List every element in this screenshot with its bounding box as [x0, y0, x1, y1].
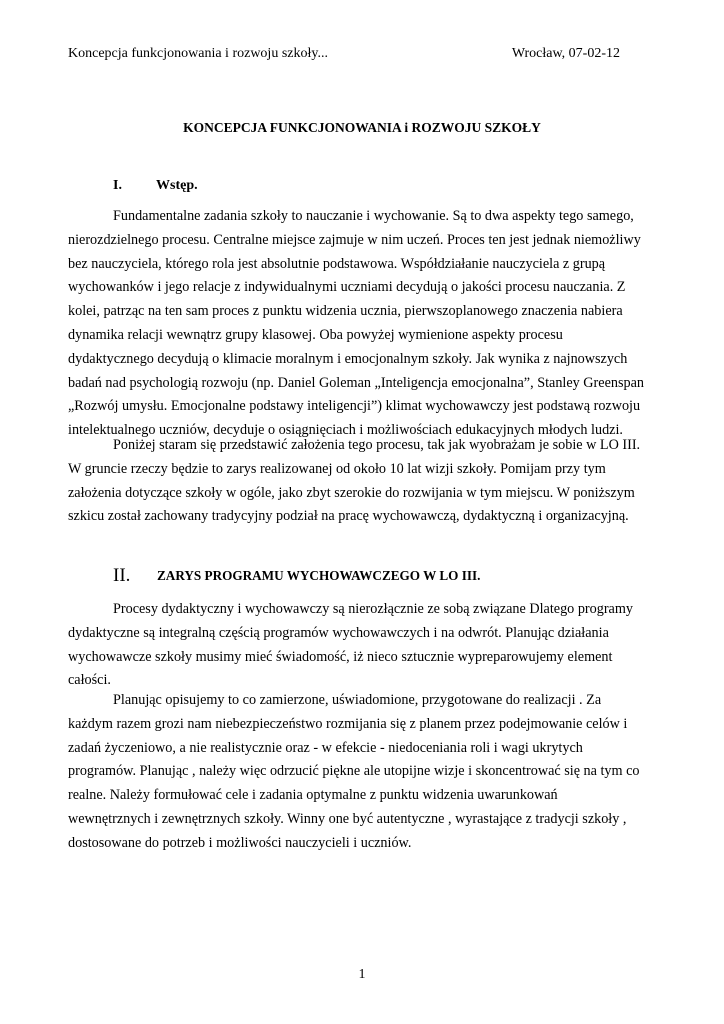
paragraph-line: dydaktyczne są integralną częścią programów wychowawczych i na odwrót. Planując działania — [68, 624, 609, 641]
paragraph-line: Fundamentalne zadania szkoły to nauczanie i wychowanie. Są to dwa aspekty tego samego, — [113, 208, 634, 224]
paragraph-line: programów. Planując , należy więc odrzucić piękne ale utopijne wizje i skoncentrować się na tym co — [68, 763, 640, 780]
paragraph-line: wychowawcze szkoły musimy mieć świadomość, iż nieco sztucznie wypreparowujemy element — [68, 648, 613, 665]
paragraph-line: „Rozwój umysłu. Emocjonalne podstawy inteligencji”) klimat wychowawczy jest podstawą rozwoju — [68, 398, 641, 415]
page-number: 1 — [358, 967, 366, 982]
paragraph-line: Poniżej staram się przedstawić założenia tego procesu, tak jak wyobrażam je sobie w LO III. — [113, 437, 641, 453]
document-title: KONCEPCJA FUNKCJONOWANIA i ROZWOJU SZKOŁY — [183, 120, 541, 135]
section-2-paragraph-2 — [68, 689, 640, 856]
paragraph-line: bez nauczyciela, którego rola jest absolutnie podstawowa. Współdziałanie nauczyciela z grupą — [68, 255, 606, 272]
paragraph-line: każdym razem grozi nam niebezpieczeństwo rozmijania się z planem przez podejmowanie celów i — [68, 715, 628, 732]
paragraph-line: wewnętrznych i zewnętrznych szkoły. Winny one być autentyczne , wyrastające z tradycji szkoły , — [68, 810, 627, 827]
paragraph-line: całości. — [68, 672, 111, 689]
section-1-paragraph-1 — [68, 205, 644, 443]
paragraph-line: dostosowane do potrzeb i możliwości nauczycieli i uczniów. — [68, 834, 412, 851]
paragraph-line: badań nad psychologią rozwoju (np. Daniel Goleman „Inteligencja emocjonalna”, Stanley Greenspan — [68, 374, 644, 391]
paragraph-line: Planując opisujemy to co zamierzone, uświadomione, przygotowane do realizacji . Za — [113, 692, 602, 708]
section-1-paragraph-2 — [68, 434, 641, 529]
paragraph-line: intelektualnego uczniów, decyduje o osiągnięciach i możliwościach edukacyjnych młodych ludzi. — [68, 422, 623, 439]
paragraph-line: Procesy dydaktyczny i wychowawczy są nierozłącznie ze sobą związane Dlatego programy — [113, 601, 633, 617]
section-1-number: I. — [113, 178, 122, 193]
paragraph-line: dynamika relacji wewnątrz grupy klasowej. Oba powyżej wymienione aspekty procesu — [68, 326, 563, 343]
paragraph-line: dydaktycznego decydują o klimacie moralnym i emocjonalnym szkoły. Jak wynika z najnowszych — [68, 350, 628, 367]
paragraph-line: zadań życzeniowo, a nie realistycznie oraz - w efekcie - niedoceniania roli i wagi ukrytych — [68, 739, 583, 756]
section-1-heading — [113, 176, 198, 196]
paragraph-line: W gruncie rzeczy będzie to zarys realizowanej od około 10 lat wizji szkoły. Pomijam przy tym — [68, 460, 606, 477]
page-header — [68, 44, 620, 64]
paragraph-line: szkicu został zachowany tradycyjny podział na pracę wychowawczą, dydaktyczną i organizacyjną. — [68, 508, 629, 525]
paragraph-line: kolei, patrząc na ten sam proces z punktu widzenia ucznia, pierwszoplanowego znaczenia nabiera — [68, 303, 623, 320]
header-document-title: Koncepcja funkcjonowania i rozwoju szkoły... — [68, 46, 328, 61]
section-2-number: II. — [113, 565, 131, 586]
section-2-title: ZARYS PROGRAMU WYCHOWAWCZEGO W LO III. — [157, 568, 481, 583]
section-1-title: Wstęp. — [156, 178, 198, 193]
section-2-heading — [113, 566, 480, 587]
paragraph-line: realne. Należy formułować cele i zadania optymalne z punktu widzenia uwarunkowań — [68, 787, 558, 804]
header-place-date: Wrocław, 07-02-12 — [511, 46, 620, 61]
paragraph-line: założenia dotyczące szkoły w ogóle, jako zbyt szerokie do rozwijania w tym miejscu. W poniższym — [68, 484, 635, 501]
paragraph-line: nierozdzielnego procesu. Centralne miejsce zajmuje w nim uczeń. Proces ten jest jednak niemożliwy — [68, 231, 641, 248]
section-2-paragraph-1 — [68, 598, 633, 693]
paragraph-line: wychowanków i jego relacje z indywidualnymi uczniami decydują o jakości procesu nauczania. Z — [68, 279, 626, 296]
